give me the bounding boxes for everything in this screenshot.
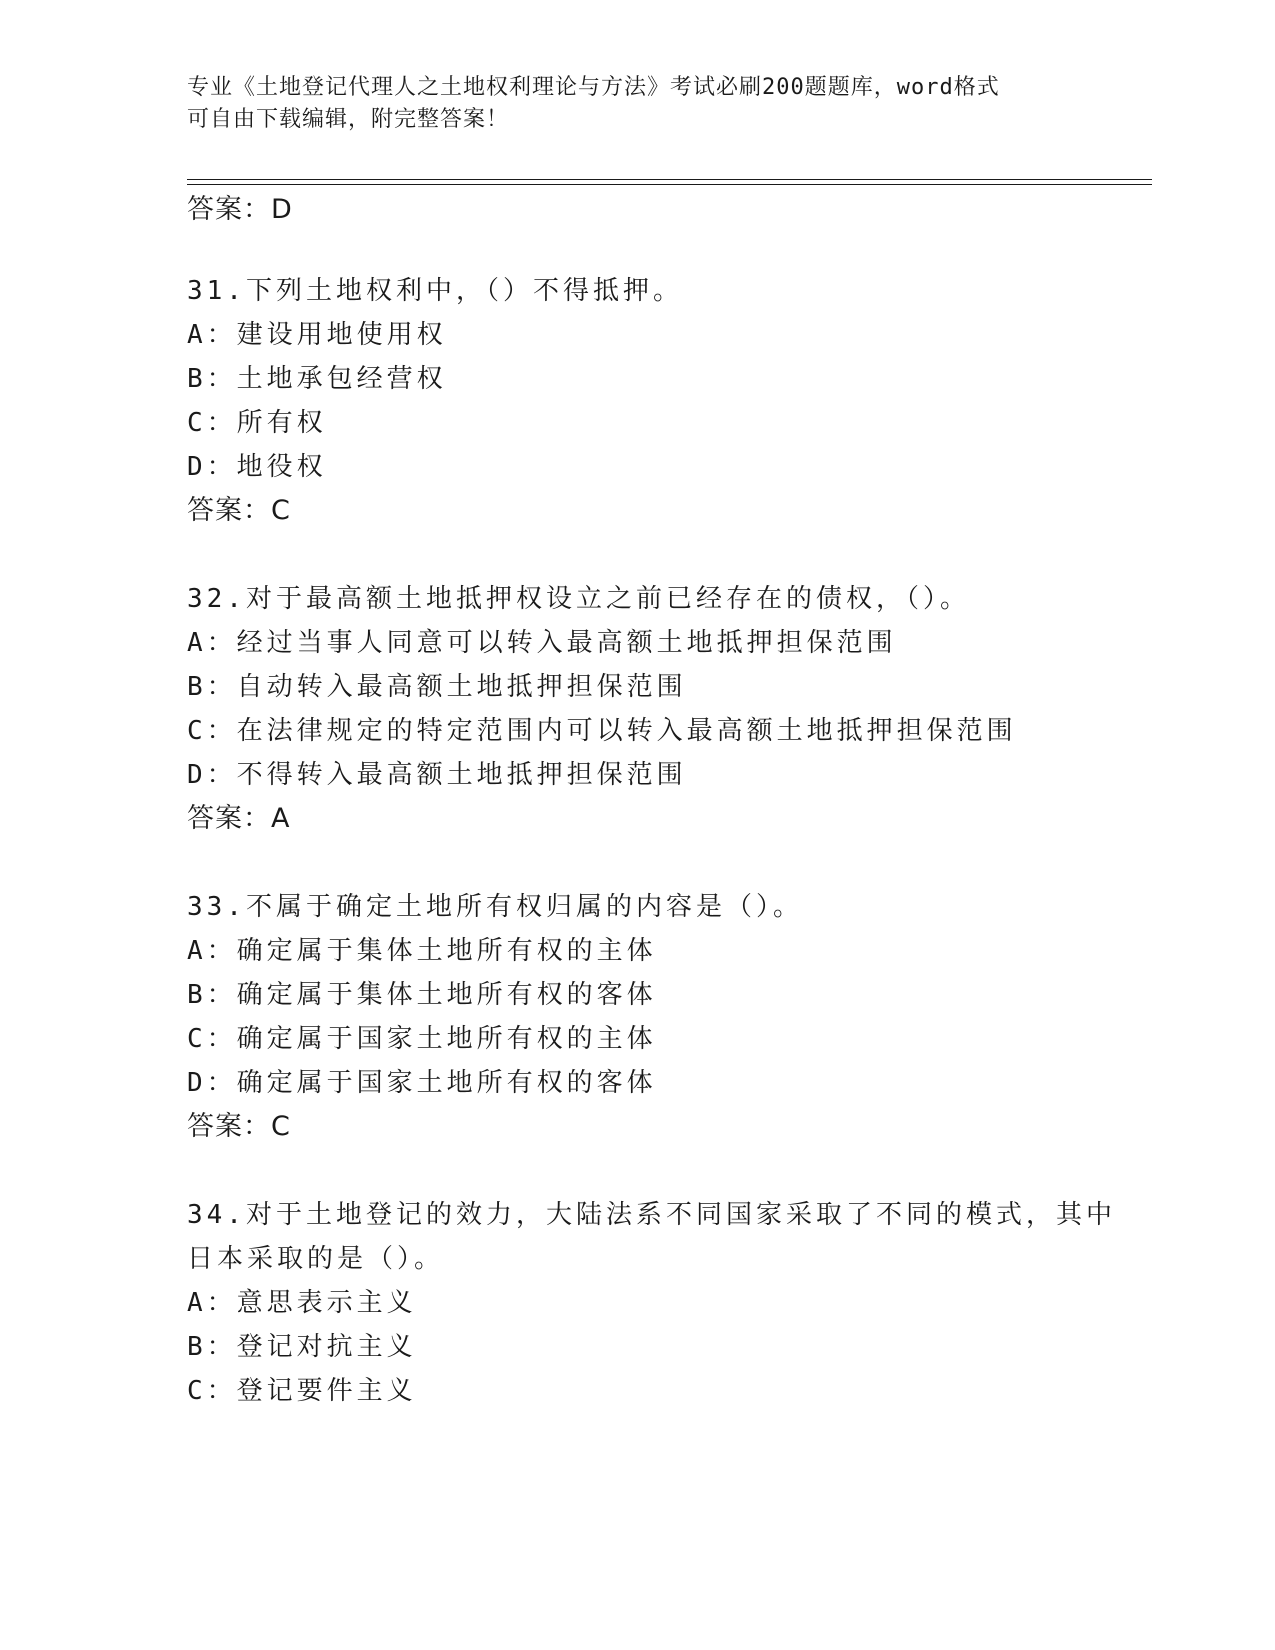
question-32-option-c: C：在法律规定的特定范围内可以转入最高额土地抵押担保范围	[187, 716, 1017, 746]
question-31-option-a: A：建设用地使用权	[187, 320, 447, 350]
question-33-option-b: B：确定属于集体土地所有权的客体	[187, 980, 657, 1010]
answer-32: 答案：A	[187, 803, 291, 834]
question-34-option-c: C：登记要件主义	[187, 1376, 417, 1406]
document-header	[187, 72, 1087, 136]
question-31-stem: 31.下列土地权利中，（）不得抵押。	[187, 276, 683, 306]
answer-30: 答案：D	[187, 194, 293, 225]
header-divider-bottom	[187, 184, 1152, 185]
header-line-1: 专业《土地登记代理人之土地权利理论与方法》考试必刷200题题库，word格式	[187, 75, 1000, 100]
question-32-option-a: A：经过当事人同意可以转入最高额土地抵押担保范围	[187, 628, 897, 658]
question-31-option-d: D：地役权	[187, 452, 327, 482]
question-31-option-b: B：土地承包经营权	[187, 364, 447, 394]
question-32-option-b: B：自动转入最高额土地抵押担保范围	[187, 672, 687, 702]
question-34-option-b: B：登记对抗主义	[187, 1332, 417, 1362]
question-34-stem-line-2: 日本采取的是（）。	[187, 1244, 445, 1274]
question-31-option-c: C：所有权	[187, 408, 327, 438]
question-33-option-d: D：确定属于国家土地所有权的客体	[187, 1068, 657, 1098]
question-33-option-c: C：确定属于国家土地所有权的主体	[187, 1024, 657, 1054]
answer-33: 答案：C	[187, 1111, 291, 1142]
question-32-stem: 32.对于最高额土地抵押权设立之前已经存在的债权，（）。	[187, 584, 970, 614]
header-line-2: 可自由下载编辑，附完整答案！	[187, 107, 510, 132]
question-34-option-a: A：意思表示主义	[187, 1288, 417, 1318]
question-32-option-d: D：不得转入最高额土地抵押担保范围	[187, 760, 687, 790]
question-33-stem: 33.不属于确定土地所有权归属的内容是（）。	[187, 892, 803, 922]
question-34-stem-line-1: 34.对于土地登记的效力，大陆法系不同国家采取了不同的模式，其中	[187, 1200, 1116, 1230]
header-divider-top	[187, 179, 1152, 180]
question-33-option-a: A：确定属于集体土地所有权的主体	[187, 936, 657, 966]
answer-31: 答案：C	[187, 495, 291, 526]
